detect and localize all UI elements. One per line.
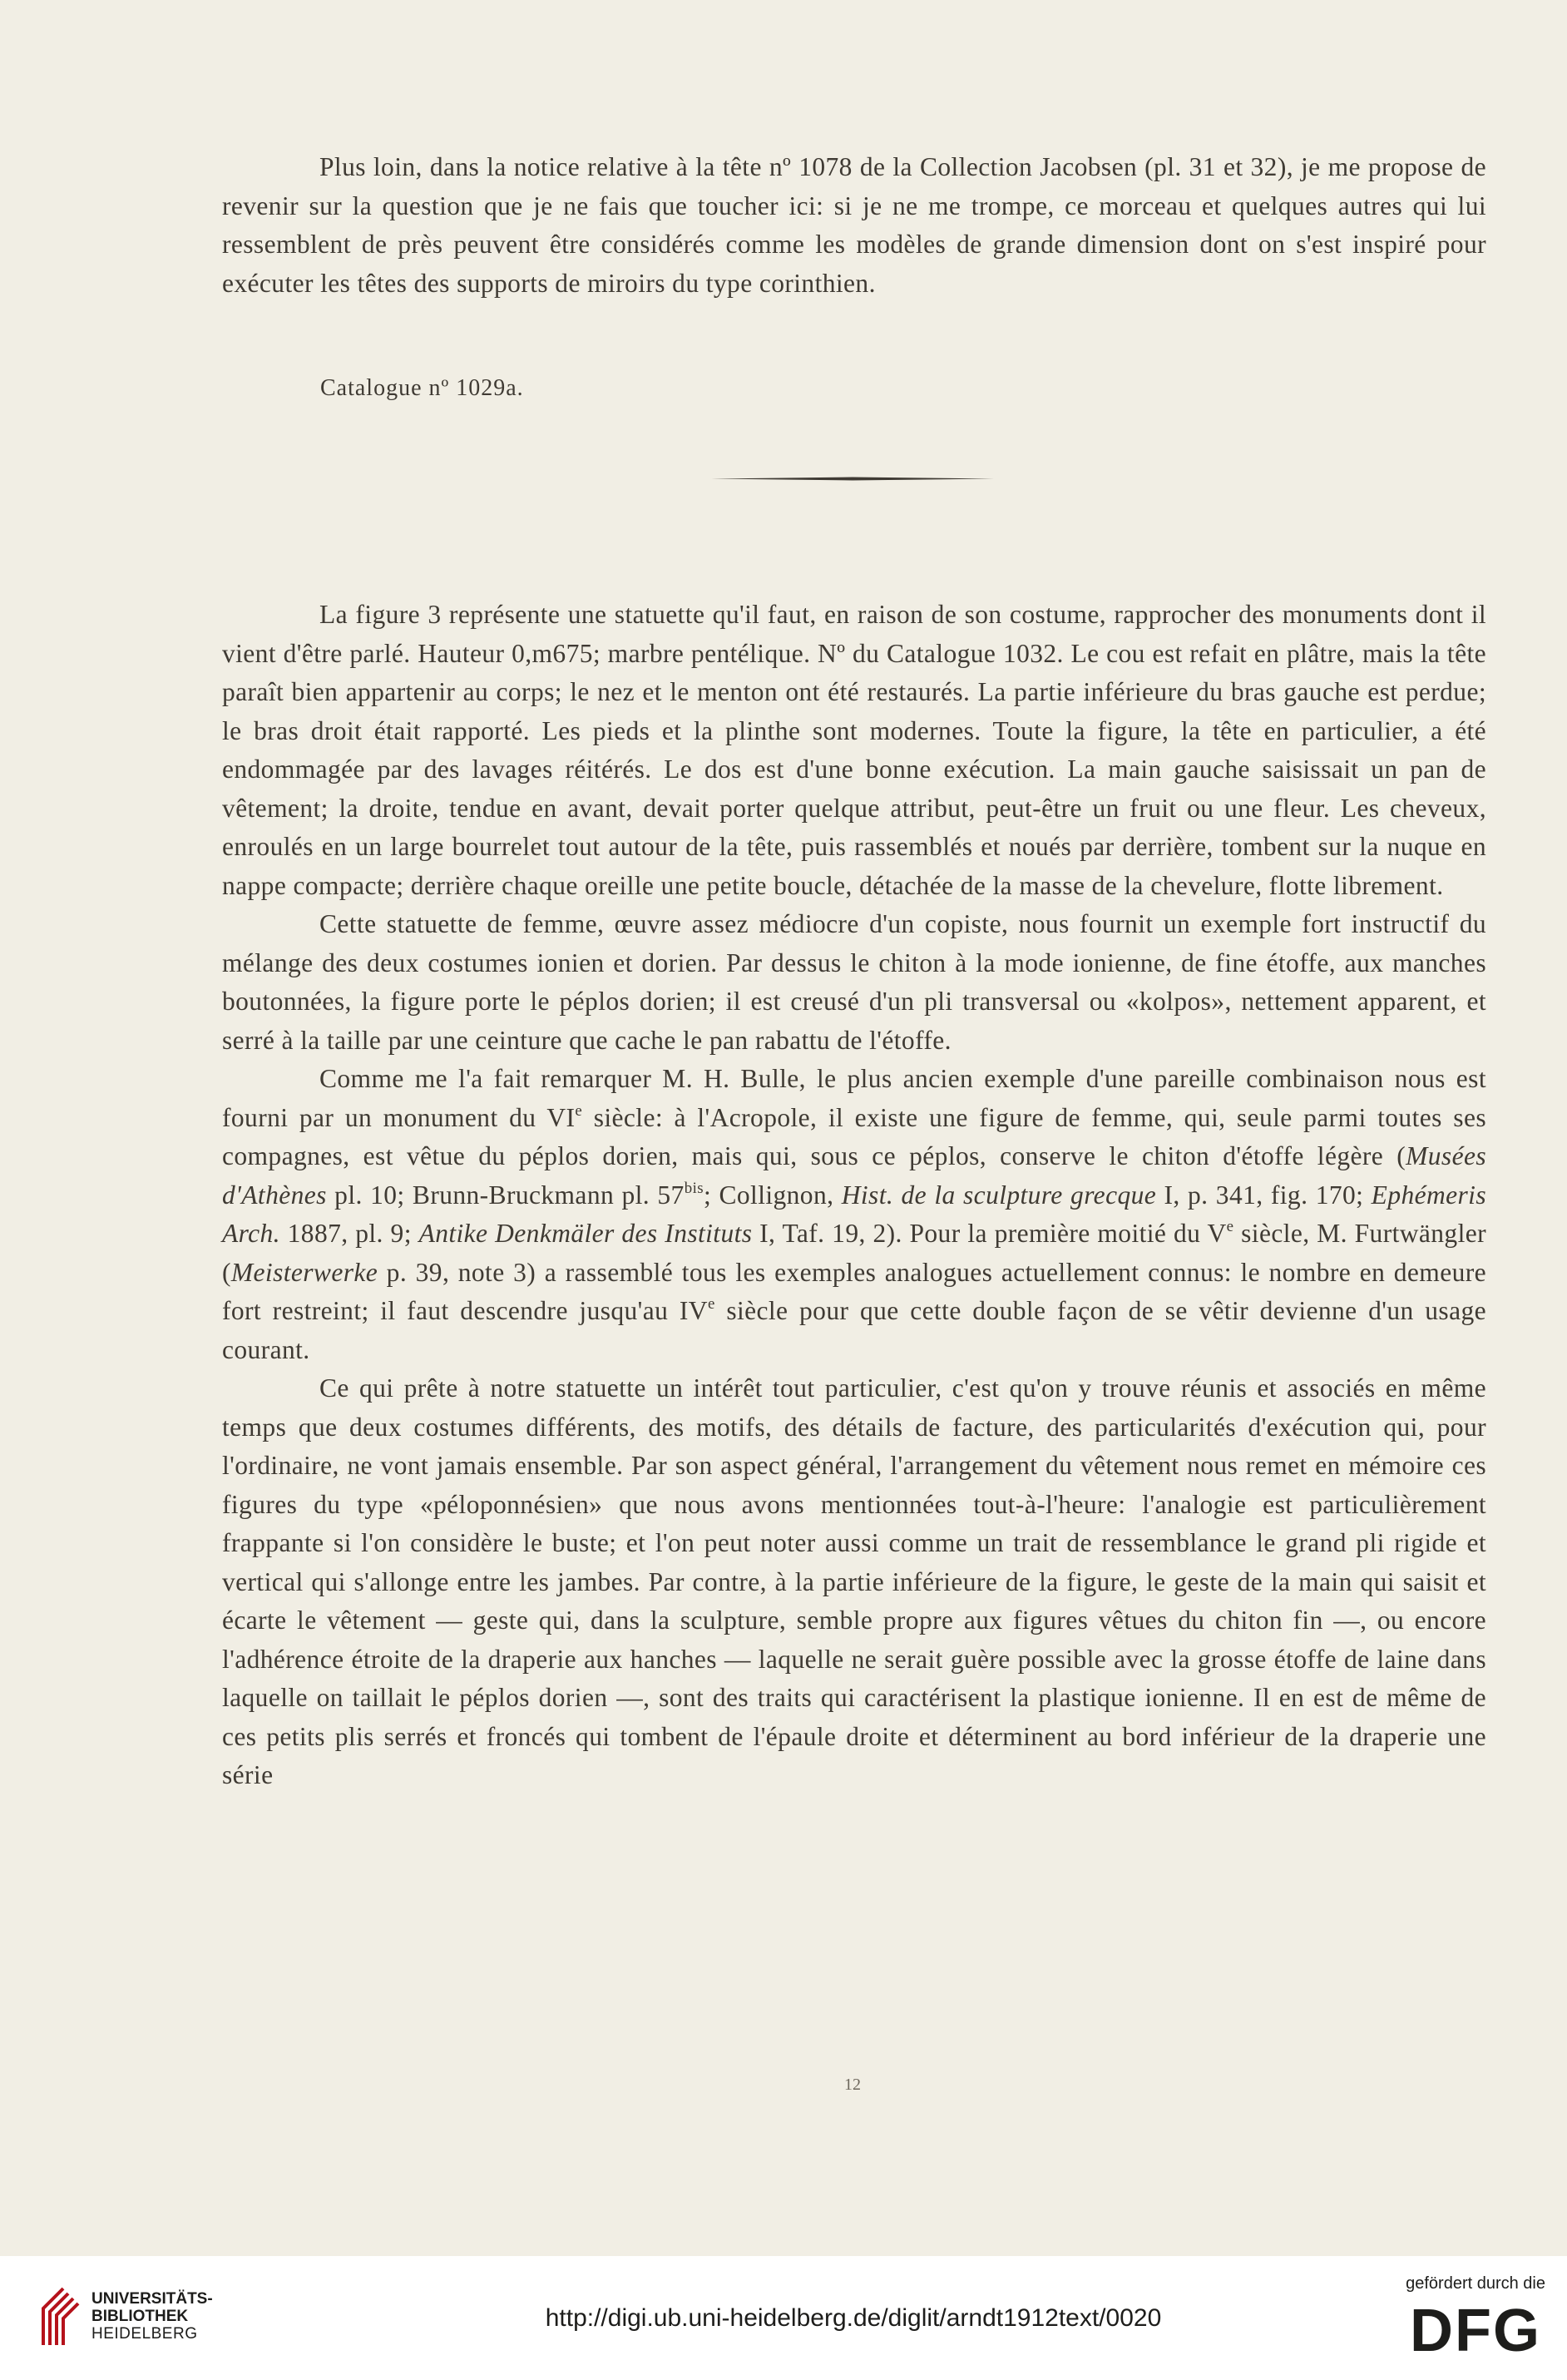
permalink-url[interactable]: http://digi.ub.uni-heidelberg.de/diglit/arndt1912text/0020 bbox=[545, 2304, 1162, 2332]
italic-title: Musées d'Athènes bbox=[222, 1141, 1486, 1210]
text-run: pl. 10; Brunn-Bruckmann pl. 57 bbox=[326, 1180, 685, 1210]
library-name-line: BIBLIOTHEK bbox=[91, 2308, 189, 2325]
dfg-logo-text: DFG bbox=[1410, 2299, 1541, 2358]
italic-title: Ephémeris Arch. bbox=[222, 1180, 1486, 1248]
superscript: e bbox=[1226, 1217, 1234, 1235]
text-run: I, p. 341, fig. 170; bbox=[1156, 1180, 1372, 1210]
paragraph: Plus loin, dans la notice relative à la tête nº 1078 de la Collection Jacobsen (pl. 31 et 32), je me propose de revenir sur la question que je ne fais que toucher ici: si je ne me trompe, ce morceau et quelques autres qui lui ressemblent de près peuvent être considérés comme les modèles de grande dimension dont on s'est inspiré pour exécuter les têtes des supports de miroirs du type corinthien. bbox=[222, 152, 1486, 298]
paragraph: Cette statuette de femme, œuvre assez médiocre d'un copiste, nous fournit un exemple fort instructif du mélange des deux costumes ionien et dorien. Par dessus le chiton à la mode ionienne, de fine étoffe, aux manches boutonnées, la figure porte le péplos dorien; il est creusé d'un pli transversal ou «kolpos», nettement apparent, et serré à la taille par une ceinture que cache le pan rabattu de l'étoffe. bbox=[222, 909, 1486, 1055]
text-block-top bbox=[222, 148, 1486, 303]
superscript: bis bbox=[684, 1179, 704, 1197]
italic-title: Meisterwerke bbox=[230, 1257, 378, 1287]
library-name-line: HEIDELBERG bbox=[91, 2325, 198, 2343]
dfg-logo-icon bbox=[1406, 2299, 1545, 2358]
library-name-line: UNIVERSITÄTS- bbox=[91, 2290, 213, 2308]
paragraph: La figure 3 représente une statuette qu'il faut, en raison de son costume, rapprocher des monuments dont il vient d'être parlé. Hauteur 0,m675; marbre pentélique. Nº du Catalogue 1032. Le cou est refait en plâtre, mais la tête paraît bien appartenir au corps; le nez et le menton ont été restaurés. La partie inférieure du bras gauche est perdue; le bras droit était rapporté. Les pieds et la plinthe sont modernes. Toute la figure, la tête en particulier, a été endommagée par des lavages réitérés. Le dos est d'une bonne exécution. La main gauche saisissait un pan de vêtement; la droite, tendue en avant, devait porter quelque attribut, peut-être un fruit ou une fleur. Les cheveux, enroulés en un large bourrelet tout autour de la tête, puis rassemblés et noués par derrière, tombent sur la nuque en nappe compacte; derrière chaque oreille une petite boucle, détachée de la masse de la chevelure, flotte librement. bbox=[222, 600, 1486, 900]
text-run: siècle pour que cette double façon de se vêtir devienne d'un usage courant. bbox=[222, 1296, 1486, 1364]
paragraph: Ce qui prête à notre statuette un intérêt tout particulier, c'est qu'on y trouve réunis et associés en même temps que deux costumes différents, des motifs, des détails de facture, des particularités d'exécution qui, pour l'ordinaire, ne vont jamais ensemble. Par son aspect général, l'arrangement du vêtement nous remet en mémoire ces figures du type «péloponnésien» que nous avons mentionnées tout-à-l'heure: l'analogie est particulièrement frappante si l'on considère le buste; et l'on peut noter aussi comme un trait de ressemblance le grand pli rigide et vertical qui s'allonge entre les jambes. Par contre, à la partie inférieure de la figure, le geste de la main qui saisit et écarte le vêtement — geste qui, dans la sculpture, semble propre aux figures vêtues du chiton fin —, ou encore l'adhérence étroite de la draperie aux hanches — laquelle ne serait guère possible avec la grosse étoffe de laine dans laquelle on taillait le péplos dorien —, sont des traits qui caractérisent la plastique ionienne. Il en est de même de ces petits plis serrés et froncés qui tombent de l'épaule droite et déterminent au bord inférieur de la draperie une série bbox=[222, 1373, 1486, 1789]
catalogue-reference: Catalogue nº 1029a. bbox=[320, 375, 524, 401]
funding-note: gefördert durch die bbox=[1406, 2274, 1545, 2293]
italic-title: Antike Denkmäler des Instituts bbox=[418, 1219, 753, 1248]
paragraph-with-references bbox=[222, 1060, 1486, 1369]
text-run: Comme me l'a fait remarquer M. H. Bulle, le plus ancien exemple d'une pareille combinaison nous est fourni par un monument du VI bbox=[222, 1064, 1486, 1132]
superscript: e bbox=[575, 1101, 583, 1120]
text-run: siècle, M. Furtwängler ( bbox=[222, 1219, 1486, 1287]
text-block-main bbox=[222, 596, 1486, 1795]
page-number: 12 bbox=[844, 2076, 861, 2094]
superscript: e bbox=[707, 1294, 715, 1313]
text-run: 1887, pl. 9; bbox=[279, 1219, 419, 1248]
section-separator bbox=[711, 477, 994, 481]
text-run: I, Taf. 19, 2). Pour la première moitié du V bbox=[752, 1219, 1227, 1248]
text-run: ; Collignon, bbox=[703, 1180, 842, 1210]
digitization-footer bbox=[0, 2256, 1567, 2380]
text-run: siècle: à l'Acropole, il existe une figure de femme, qui, seule parmi toutes ses compagnes, est vêtue du péplos dorien, mais qui, sous ce péplos, conserve le chiton d'étoffe légère ( bbox=[222, 1102, 1486, 1170]
text-run: p. 39, note 3) a rassemblé tous les exemples analogues actuellement connus: le nombre en demeure fort restreint; il faut descendre jusqu'au IV bbox=[222, 1257, 1486, 1325]
italic-title: Hist. de la sculpture grecque bbox=[841, 1180, 1157, 1210]
